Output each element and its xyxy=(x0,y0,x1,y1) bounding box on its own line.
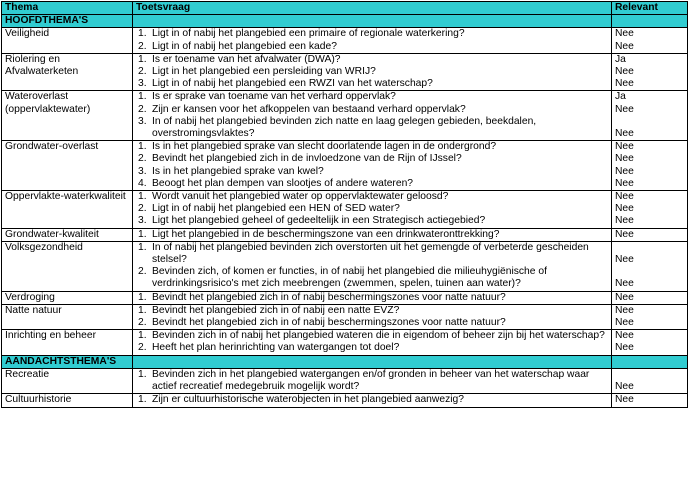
toetsvraag-cell xyxy=(133,28,612,53)
relevant-value: Nee xyxy=(615,215,634,227)
question-item xyxy=(136,266,608,290)
relevant-cell xyxy=(612,330,688,355)
thema-cell: Recreatie xyxy=(2,368,133,393)
toetsvraag-cell xyxy=(133,291,612,304)
question-number: 3. xyxy=(138,115,147,127)
question-number: 1. xyxy=(138,191,147,203)
question-number: 2. xyxy=(138,40,147,52)
table-row xyxy=(2,394,688,407)
question-number: 2. xyxy=(138,203,147,215)
thema-cell: Wateroverlast (oppervlaktewater) xyxy=(2,91,133,141)
question-text: Is er toename van het afvalwater (DWA)? xyxy=(152,53,341,65)
question-text: Heeft het plan herinrichting van watergangen tot doel? xyxy=(152,342,400,354)
question-item xyxy=(136,229,608,241)
question-item xyxy=(136,203,608,215)
thema-cell: Natte natuur xyxy=(2,304,133,329)
question-number: 1. xyxy=(138,28,147,40)
question-number: 1. xyxy=(138,368,147,380)
relevant-value: Nee xyxy=(615,141,634,153)
table-row xyxy=(2,141,688,191)
section-spacer xyxy=(612,355,688,368)
relevant-value: Nee xyxy=(615,203,634,215)
question-number: 1. xyxy=(138,228,147,240)
question-number: 3. xyxy=(138,78,147,90)
header-toetsvraag: Toetsvraag xyxy=(133,2,612,15)
question-text: Ligt het plangebied in de beschermingszone van een drinkwateronttrekking? xyxy=(152,228,500,240)
table-header-row xyxy=(2,2,688,15)
question-item xyxy=(136,78,608,90)
question-item xyxy=(136,28,608,40)
question-number: 2. xyxy=(138,317,147,329)
question-text: Wordt vanuit het plangebied water op oppervlaktewater geloosd? xyxy=(152,191,449,203)
relevant-cell xyxy=(612,141,688,191)
question-item xyxy=(136,242,608,266)
water-test-table xyxy=(1,1,688,408)
question-text: Bevindt het plangebied zich in de invloedzone van de Rijn of IJssel? xyxy=(152,153,462,165)
section-spacer xyxy=(133,15,612,28)
relevant-cell xyxy=(612,191,688,229)
table-row xyxy=(2,53,688,91)
section-header-row xyxy=(2,15,688,28)
table-row xyxy=(2,304,688,329)
question-number: 3. xyxy=(138,215,147,227)
relevant-value: Nee xyxy=(615,78,634,90)
relevant-value: Ja xyxy=(615,91,626,103)
section-spacer xyxy=(612,15,688,28)
relevant-cell xyxy=(612,91,688,141)
relevant-value: Nee xyxy=(615,381,634,393)
question-number: 1. xyxy=(138,141,147,153)
question-number: 1. xyxy=(138,304,147,316)
question-text: Bevindt het plangebied zich in of nabij een natte EVZ? xyxy=(152,304,400,316)
relevant-cell xyxy=(612,368,688,393)
table-body xyxy=(2,15,688,407)
question-number: 2. xyxy=(138,266,147,278)
question-item xyxy=(136,166,608,178)
question-item xyxy=(136,369,608,393)
question-text: Ligt in of nabij het plangebied een HEN of SED water? xyxy=(152,203,400,215)
relevant-value: Nee xyxy=(615,317,634,329)
question-item xyxy=(136,41,608,53)
question-item xyxy=(136,141,608,153)
question-item xyxy=(136,342,608,354)
question-text: In of nabij het plangebied bevinden zich overstorten uit het gemengde of verbeterde gescheiden stelsel? xyxy=(152,241,589,266)
toetsvraag-cell xyxy=(133,394,612,407)
question-text: In of nabij het plangebied bevinden zich natte en laag gelegen gebieden, beekdalen, overstromingsvlaktes? xyxy=(152,115,537,140)
relevant-value: Nee xyxy=(615,191,634,203)
question-text: Ligt in of nabij het plangebied een kade? xyxy=(152,40,337,52)
question-item xyxy=(136,215,608,227)
relevant-cell xyxy=(612,291,688,304)
question-item xyxy=(136,305,608,317)
table-row xyxy=(2,291,688,304)
relevant-value: Nee xyxy=(615,394,634,406)
table-row xyxy=(2,368,688,393)
question-number: 1. xyxy=(138,291,147,303)
header-relevant: Relevant xyxy=(612,2,688,15)
question-number: 2. xyxy=(138,103,147,115)
toetsvraag-cell xyxy=(133,228,612,241)
question-text: Zijn er kansen voor het afkoppelen van bestaand verhard oppervlak? xyxy=(152,103,466,115)
table-row xyxy=(2,241,688,291)
relevant-value: Nee xyxy=(615,165,634,177)
section-title: AANDACHTSTHEMA'S xyxy=(2,355,133,368)
relevant-value: Nee xyxy=(615,66,634,78)
question-item xyxy=(136,317,608,329)
question-number: 2. xyxy=(138,342,147,354)
table-row xyxy=(2,91,688,141)
question-item xyxy=(136,91,608,103)
toetsvraag-cell xyxy=(133,241,612,291)
question-item xyxy=(136,104,608,116)
question-item xyxy=(136,394,608,406)
question-text: Is in het plangebied sprake van slecht doorlatende lagen in de ondergrond? xyxy=(152,141,497,153)
question-item xyxy=(136,116,608,140)
relevant-cell xyxy=(612,304,688,329)
toetsvraag-cell xyxy=(133,91,612,141)
section-title: HOOFDTHEMA'S xyxy=(2,15,133,28)
thema-cell: Veiligheid xyxy=(2,28,133,53)
thema-cell: Riolering en Afvalwaterketen xyxy=(2,53,133,91)
question-number: 3. xyxy=(138,165,147,177)
toetsvraag-cell xyxy=(133,330,612,355)
question-number: 1. xyxy=(138,53,147,65)
table-row xyxy=(2,330,688,355)
question-number: 1. xyxy=(138,394,147,406)
relevant-cell xyxy=(612,394,688,407)
toetsvraag-cell xyxy=(133,191,612,229)
question-text: Bevinden zich in het plangebied watergangen en/of gronden in beheer van het waterschap waar actief recreatief medegebruik mogelijk wordt? xyxy=(152,368,590,393)
question-text: Bevinden zich, of komen er functies, in of nabij het plangebied die milieuhygiënische of verdrinkingsrisico's met zich meebrengen (zwemmen, spelen, tuinen aan water)? xyxy=(152,266,547,290)
toetsvraag-cell xyxy=(133,304,612,329)
question-text: Bevinden zich in of nabij het plangebied wateren die in eigendom of beheer zijn bij het waterschap? xyxy=(152,330,605,342)
table-row xyxy=(2,191,688,229)
question-text: Ligt in of nabij het plangebied een primaire of regionale waterkering? xyxy=(152,28,465,40)
relevant-value: Nee xyxy=(615,228,634,240)
question-item xyxy=(136,66,608,78)
question-text: Bevindt het plangebied zich in of nabij beschermingszones voor natte natuur? xyxy=(152,291,506,303)
question-number: 2. xyxy=(138,153,147,165)
thema-cell: Volksgezondheid xyxy=(2,241,133,291)
relevant-value: Nee xyxy=(615,128,634,140)
relevant-value: Nee xyxy=(615,40,634,52)
question-text: Zijn er cultuurhistorische waterobjecten in het plangebied aanwezig? xyxy=(152,394,464,406)
question-item xyxy=(136,292,608,304)
relevant-cell xyxy=(612,28,688,53)
thema-cell: Inrichting en beheer xyxy=(2,330,133,355)
relevant-cell xyxy=(612,241,688,291)
relevant-value: Nee xyxy=(615,278,634,290)
relevant-cell xyxy=(612,228,688,241)
relevant-cell xyxy=(612,53,688,91)
relevant-value: Nee xyxy=(615,177,634,189)
thema-cell: Verdroging xyxy=(2,291,133,304)
toetsvraag-cell xyxy=(133,141,612,191)
relevant-value: Nee xyxy=(615,153,634,165)
question-item xyxy=(136,54,608,66)
question-number: 1. xyxy=(138,330,147,342)
question-text: Ligt in het plangebied een persleiding van WRIJ? xyxy=(152,66,376,78)
question-text: Ligt het plangebied geheel of gedeeltelijk in een Strategisch actiegebied? xyxy=(152,215,486,227)
question-item xyxy=(136,191,608,203)
thema-cell: Oppervlakte-waterkwaliteit xyxy=(2,191,133,229)
relevant-value: Nee xyxy=(615,304,634,316)
question-item xyxy=(136,153,608,165)
table-row xyxy=(2,28,688,53)
relevant-value: Nee xyxy=(615,291,634,303)
table-row xyxy=(2,228,688,241)
question-item xyxy=(136,330,608,342)
section-spacer xyxy=(133,355,612,368)
question-item xyxy=(136,178,608,190)
header-thema: Thema xyxy=(2,2,133,15)
relevant-value: Ja xyxy=(615,53,626,65)
question-text: Bevindt het plangebied zich in of nabij beschermingszones voor natte natuur? xyxy=(152,317,506,329)
relevant-value: Nee xyxy=(615,342,634,354)
question-number: 1. xyxy=(138,91,147,103)
relevant-value: Nee xyxy=(615,103,634,115)
question-number: 2. xyxy=(138,66,147,78)
thema-cell: Cultuurhistorie xyxy=(2,394,133,407)
question-text: Ligt in of nabij het plangebied een RWZI van het waterschap? xyxy=(152,78,433,90)
question-text: Is in het plangebied sprake van kwel? xyxy=(152,165,324,177)
relevant-value: Nee xyxy=(615,28,634,40)
relevant-value: Nee xyxy=(615,254,634,266)
question-number: 1. xyxy=(138,241,147,253)
section-header-row xyxy=(2,355,688,368)
question-text: Beoogt het plan dempen van slootjes of andere wateren? xyxy=(152,177,414,189)
thema-cell: Grondwater-overlast xyxy=(2,141,133,191)
question-text: Is er sprake van toename van het verhard oppervlak? xyxy=(152,91,396,103)
toetsvraag-cell xyxy=(133,368,612,393)
question-number: 4. xyxy=(138,177,147,189)
toetsvraag-cell xyxy=(133,53,612,91)
thema-cell: Grondwater-kwaliteit xyxy=(2,228,133,241)
relevant-value: Nee xyxy=(615,330,634,342)
